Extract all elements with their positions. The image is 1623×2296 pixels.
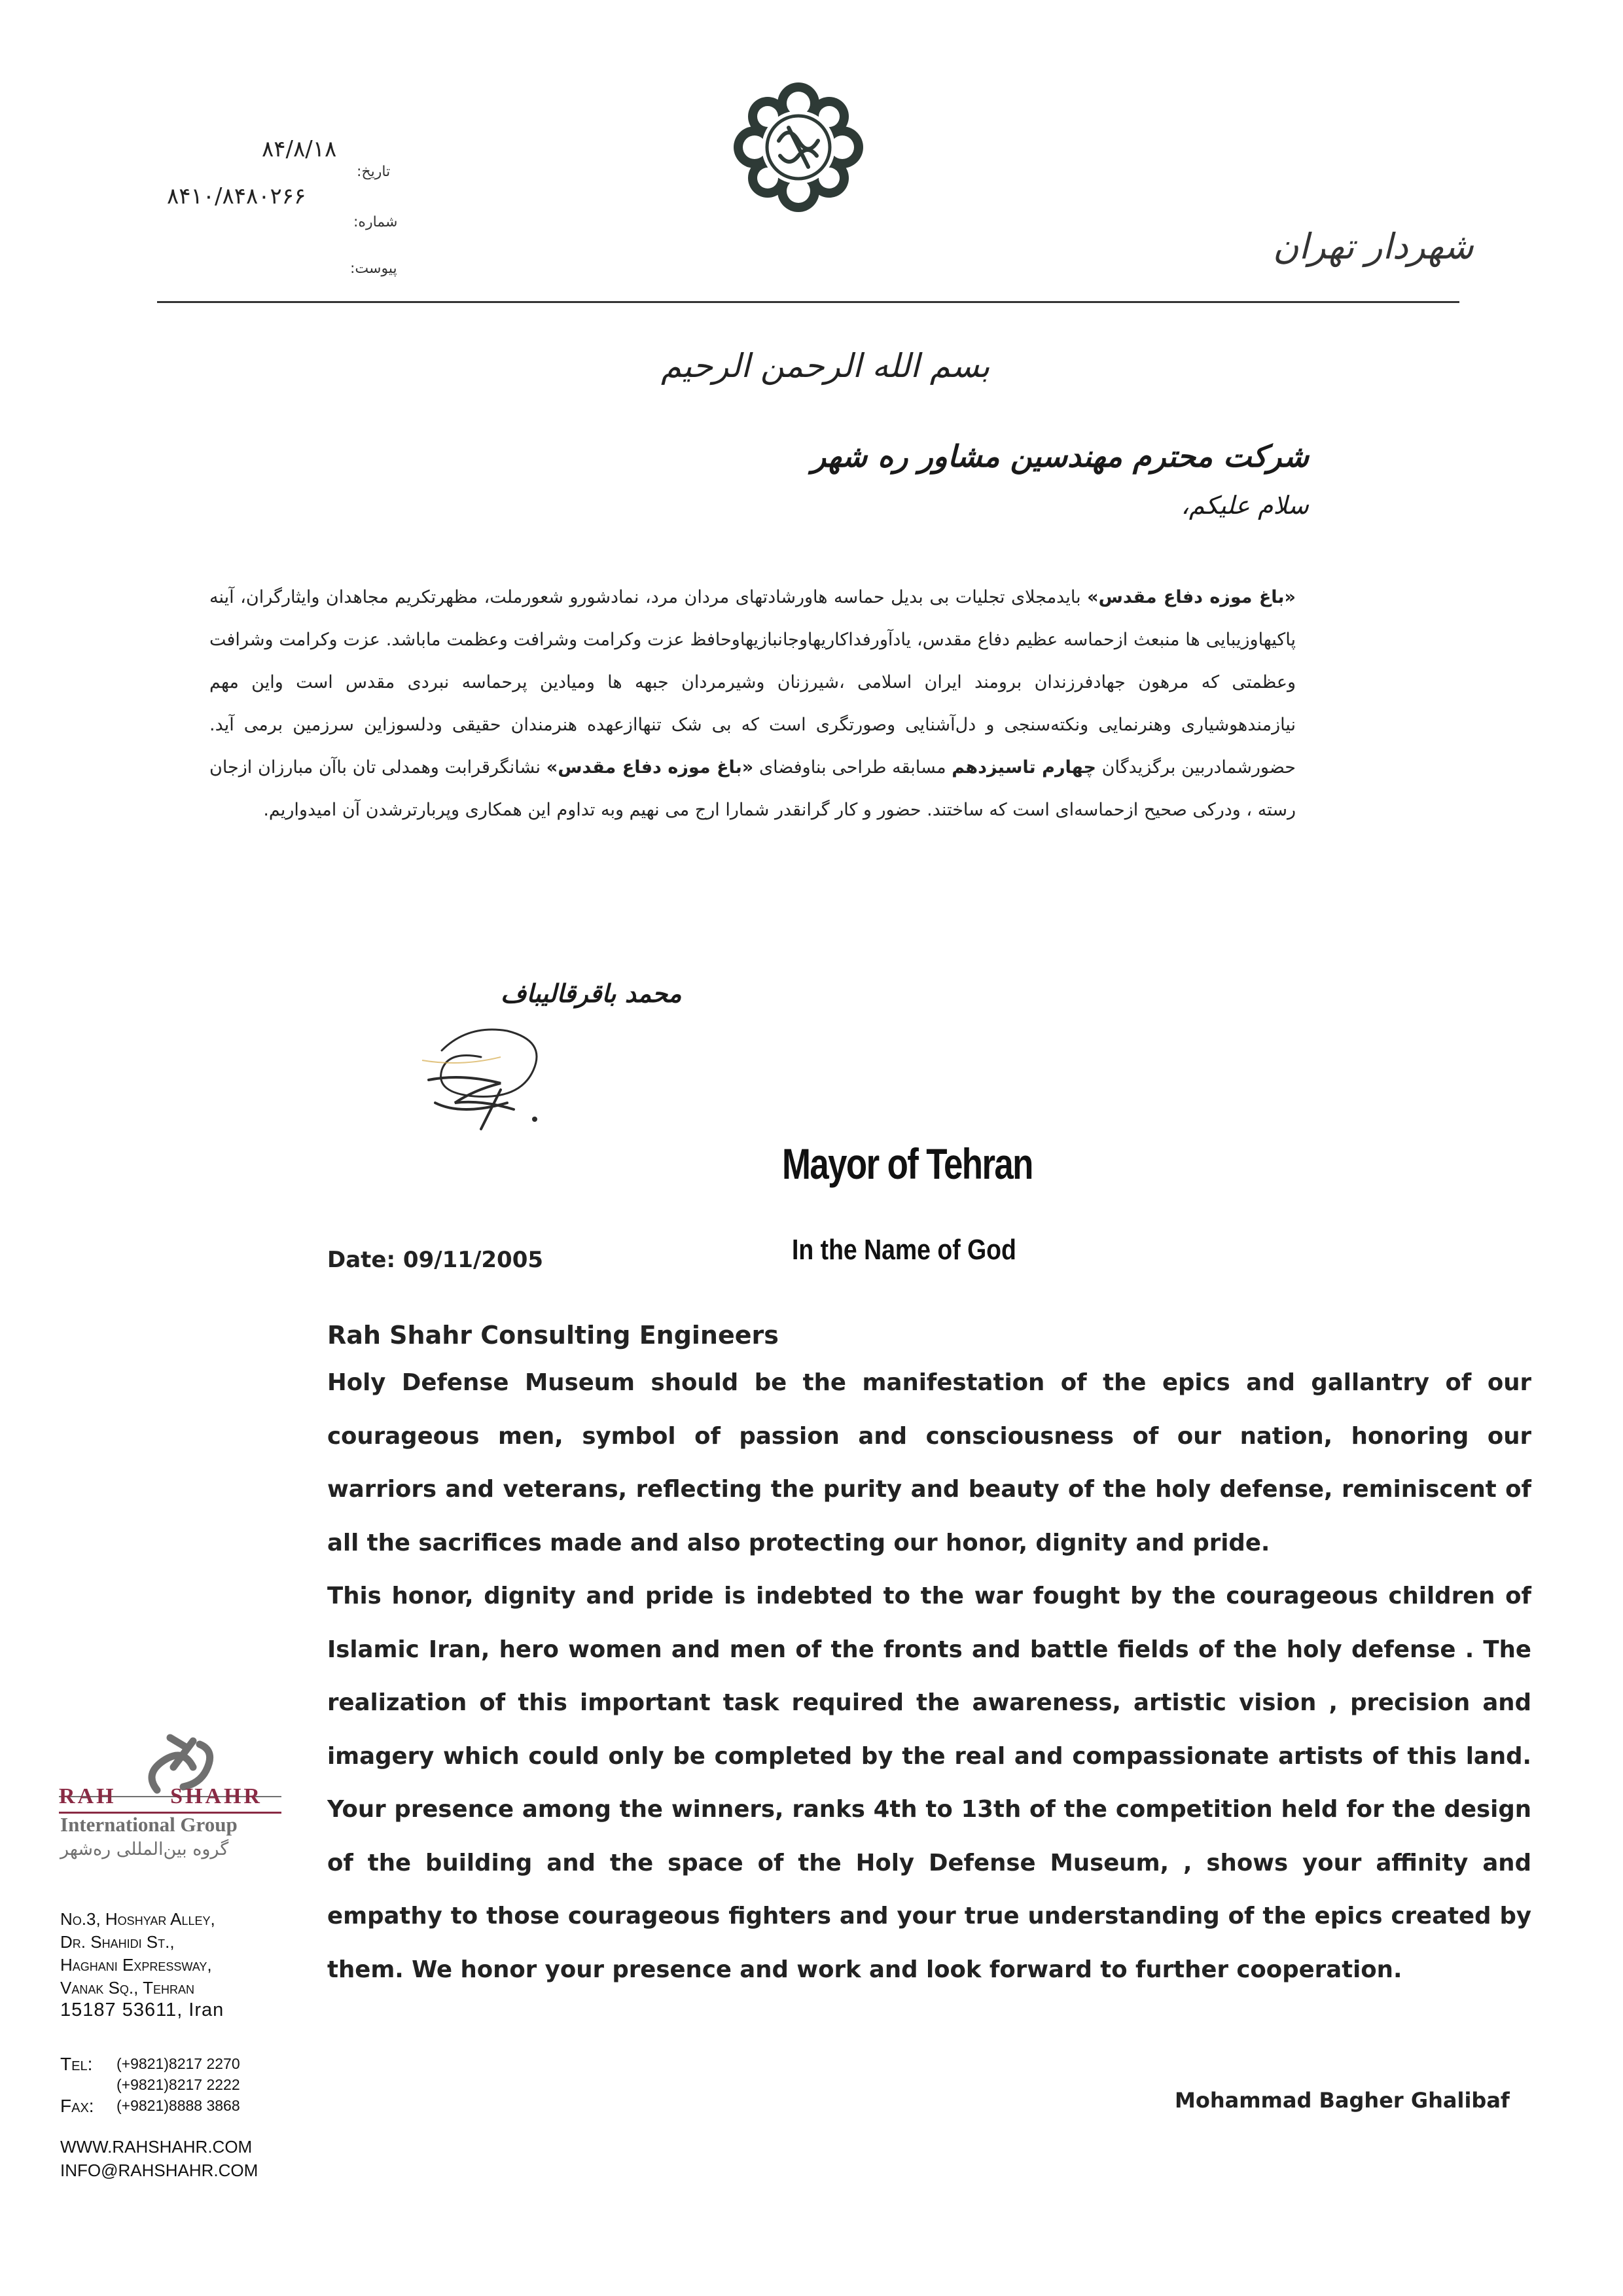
persian-date-label: تاریخ: — [357, 164, 391, 180]
persian-body-part-2: مسابقه طراحی بناوفضای — [753, 757, 952, 778]
postal-code: 15187 53611, Iran — [60, 2000, 224, 2020]
english-date: Date: 09/11/2005 — [327, 1247, 544, 1273]
tel-label: Tel: — [60, 2054, 93, 2074]
tel-number-1: (+9821)8217 2270 — [116, 2055, 240, 2072]
tehran-municipality-emblem — [726, 79, 870, 216]
persian-signature-name: محمد باقرقالیباف — [501, 978, 682, 1008]
english-signature: Mohammad Bagher Ghalibaf — [1175, 2088, 1510, 2113]
mayor-title-persian: شهردار تهران — [1273, 226, 1474, 267]
email-link[interactable]: INFO@RAHSHAHR.COM — [60, 2161, 259, 2180]
persian-body-bold-3: «باغ موزه دفاع مقدس» — [546, 757, 754, 778]
group-name-persian: گروه بین‌المللی ره‌شهر — [60, 1839, 229, 1859]
rah-shahr-wordmark — [59, 1784, 281, 1809]
tel-number-2: (+9821)8217 2222 — [116, 2076, 240, 2093]
persian-addressee: شرکت محترم مهندسین مشاور ره شهر — [811, 439, 1309, 474]
address-line-3: Haghani Expressway, — [60, 1955, 212, 1975]
persian-letter-body — [209, 576, 1296, 831]
handwritten-signature — [402, 1011, 573, 1142]
persian-body-bold-2: چهارم تاسیزدهم — [952, 757, 1096, 778]
persian-attachment-label: پیوست: — [350, 260, 397, 277]
address-line-1: No.3, Hoshyar Alley, — [60, 1909, 215, 1929]
fax-label: Fax: — [60, 2096, 94, 2116]
group-name: International Group — [60, 1813, 238, 1836]
basmala-calligraphy: بسم الله الرحمن الرحیم — [661, 347, 990, 385]
contact-links — [60, 2135, 258, 2182]
logo-word-shahr: SHAHR — [170, 1784, 262, 1808]
logo-word-rah: RAH — [59, 1784, 116, 1808]
address-block — [60, 1908, 215, 2000]
english-paragraph-1: Holy Defense Museum should be the manifestation of the epics and gallantry of our courageous men, symbol of passion and consciousness of our nation, honoring our warriors and veterans, reflecting the purity and beauty of the holy defense, reminiscent of all the sacrifices made and also protecting our honor, dignity and pride. — [327, 1369, 1531, 1556]
english-paragraph-2: This honor, dignity and pride is indebted to the war fought by the courageous children of Islamic Iran, hero women and men of the fronts and battle fields of the holy defense . The realization of this important task required the awareness, artistic vision , precision and imagery which could only be completed by the real and compassionate artists of this land. Your presence among the winners, ranks 4th to 13th of the competition held for the design of the building and the space of the Holy Defense Museum, , shows your affinity and empathy to those courageous fighters and your true understanding of the epics created by them. We honor your presence and work and look forward to further cooperation. — [327, 1583, 1531, 1983]
persian-number-value: ۸۴۱۰/۸۴۸۰۲۶۶ — [167, 183, 306, 209]
header-rule — [157, 301, 1459, 303]
english-body — [327, 1356, 1531, 1996]
address-line-4: Vanak Sq., Tehran — [60, 1978, 195, 1998]
persian-body-part-1: بایدمجلای تجلیات بی بدیل حماسه هاورشادتهای مردان مرد، نمادشورو شعورملت، مظهرتکریم مجاهدان وایثارگران، آینه پاکیهاوزیبایی ها منبعث ازحماسه عظیم دفاع مقدس، یادآورفداکاریهاوجانبازیهاوحافظ عزت وکرامت وشرافت وعظمت ماباشد. عزت وکرامت وشرافت وعظمتی که مرهون جهادفرزندان برومند ایران اسلامی ،شیرزنان وشیرمردان جبهه ها ومیادین پرحماسه نبردی مقدس است واین مهم نیازمندهوشیاری وهنرنمایی ونکته‌سنجی و دل‌آشنایی وصورتگری است که بی شک تنهاازعهده هنرمندان حقیقی ودلسوزاین سرزمین برمی آید. حضورشمادربین برگزیدگان — [209, 587, 1296, 778]
persian-number-label: شماره: — [353, 214, 398, 230]
persian-date-value: ۸۴/۸/۱۸ — [262, 136, 337, 162]
english-subtitle: In the Name of God — [792, 1234, 1016, 1266]
english-title: Mayor of Tehran — [782, 1139, 1033, 1188]
persian-body-part-3: نشانگرقرابت وهمدلی تان باآن مبارزان ازجان رسته ، ودرکی صحیح ازحماسه‌ای است که ساختند. حضور و کار گرانقدر شمارا ارج می نهیم وبه تداوم این همکاری وپربارترشدن آن امیدواریم. — [209, 757, 1296, 820]
english-addressee: Rah Shahr Consulting Engineers — [327, 1321, 779, 1350]
address-line-2: Dr. Shahidi St., — [60, 1932, 175, 1952]
fax-number: (+9821)8888 3868 — [116, 2097, 240, 2114]
persian-body-bold-1: «باغ موزه دفاع مقدس» — [1087, 587, 1296, 607]
persian-greeting: سلام علیکم، — [1181, 491, 1309, 520]
website-link[interactable]: WWW.RAHSHAHR.COM — [60, 2137, 253, 2157]
